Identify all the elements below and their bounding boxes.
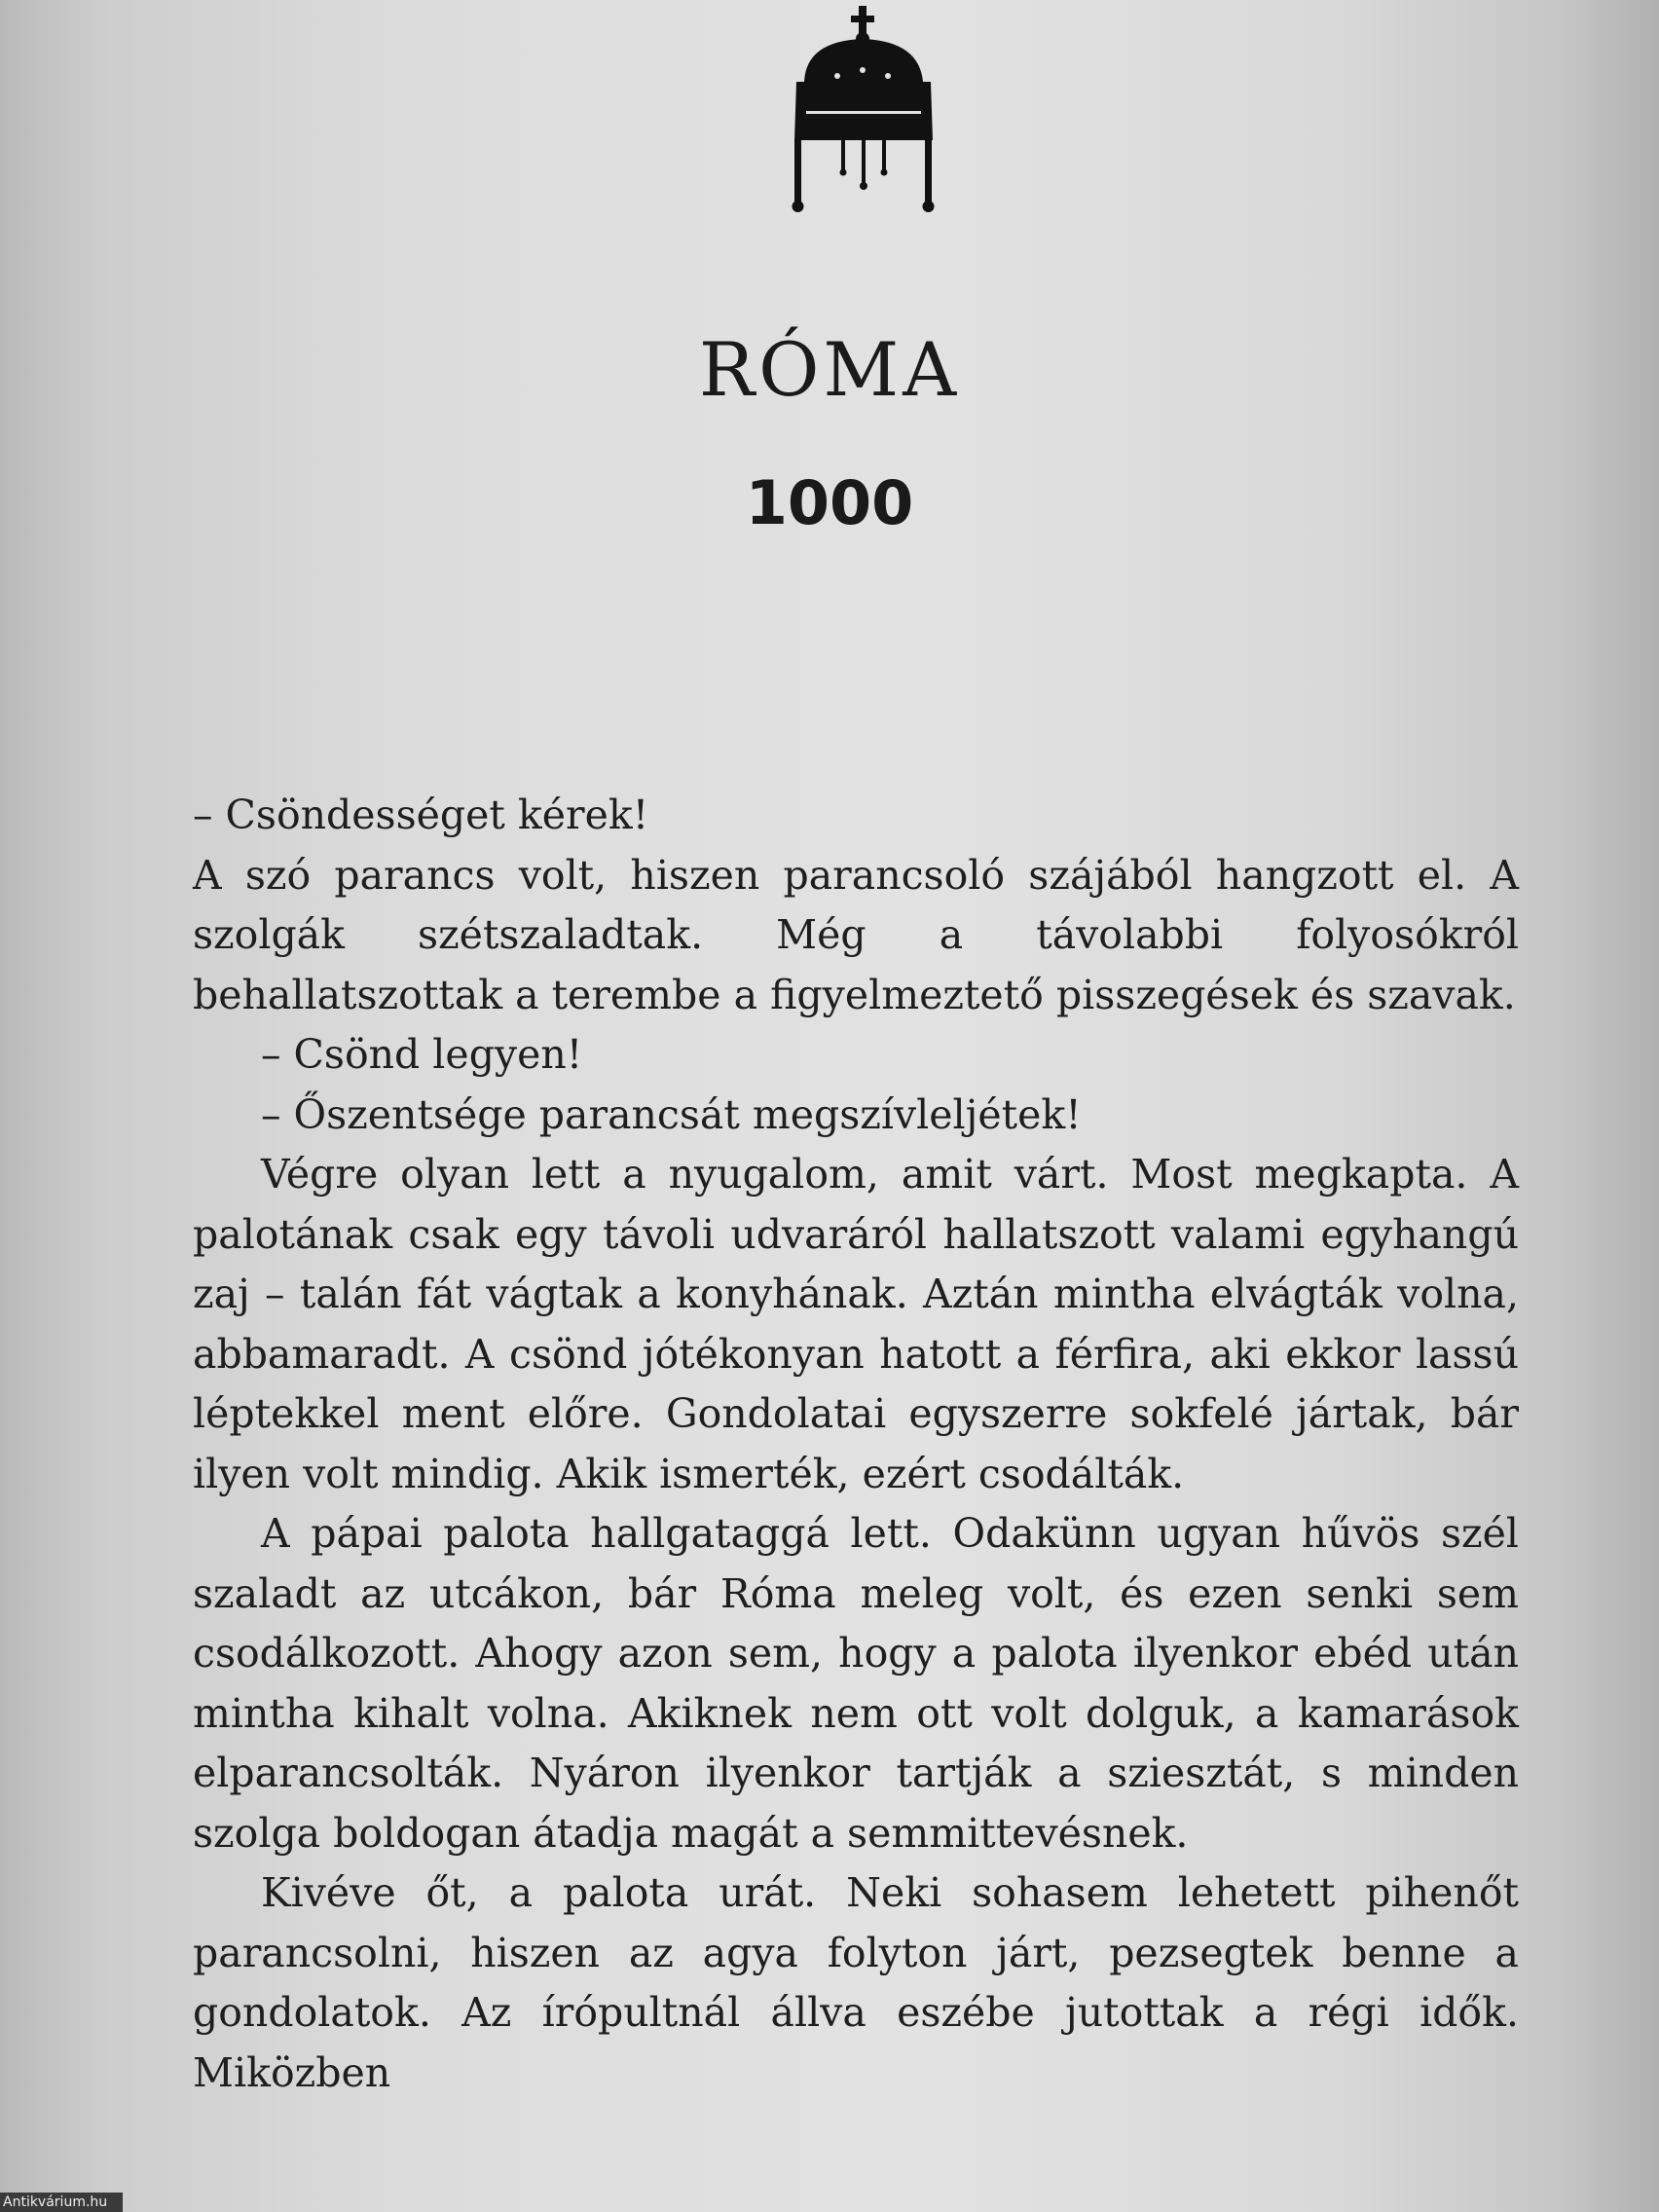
paragraph: Végre olyan lett a nyugalom, amit várt. Most megkapta. A palotának csak egy távoli udvaráról hallatszott valami egyhangú zaj – talán fát vágtak a konyhának. Aztán mintha elvágták volna, abbamaradt. A csönd jótékonyan hatott a férfira, aki ekkor lassú léptekkel ment előre. Gondolatai egyszerre sokfelé jártak, bár ilyen volt mindig. Akik ismerték, ezért csodálták. [193,1151,1519,1497]
paragraph: – Őszentsége parancsát megszívleljétek! [261,1090,1082,1138]
body-text [193,786,1519,2103]
paragraph: A pápai palota hallgataggá lett. Odakünn ugyan hűvös szél szaladt az utcákon, bár Róma meleg volt, és ezen senki sem csodálkozott. Ahogy azon sem, hogy a palota ilyenkor ebéd után mintha kihalt volna. Akiknek nem ott volt dolguk, a kamarások elparancsolták. Nyáron ilyenkor tartják a sziesztát, s minden szolga boldogan átadja magát a semmittevésnek. [193,1510,1519,1857]
holy-crown-icon [787,4,942,223]
chapter-year: 1000 [745,467,914,538]
watermark: Antikvárium.hu [0,2193,123,2212]
paragraph: – Csöndességet kérek! [193,792,649,838]
paragraph: Kivéve őt, a palota urát. Neki sohasem lehetett pihenőt parancsolni, hiszen az agya folyton járt, pezsegtek benne a gondolatok. Az írópultnál állva eszébe jutottak a régi idők. Miközben [193,1869,1519,2096]
paragraph: A szó parancs volt, hiszen parancsoló szájából hangzott el. A szolgák szétszaladtak. Még a távolabbi folyosókról behallatszottak a terembe a figyelmeztető pisszegések és szavak. [193,851,1519,1018]
chapter-title: RÓMA [698,326,961,413]
paragraph: – Csönd legyen! [261,1031,583,1078]
